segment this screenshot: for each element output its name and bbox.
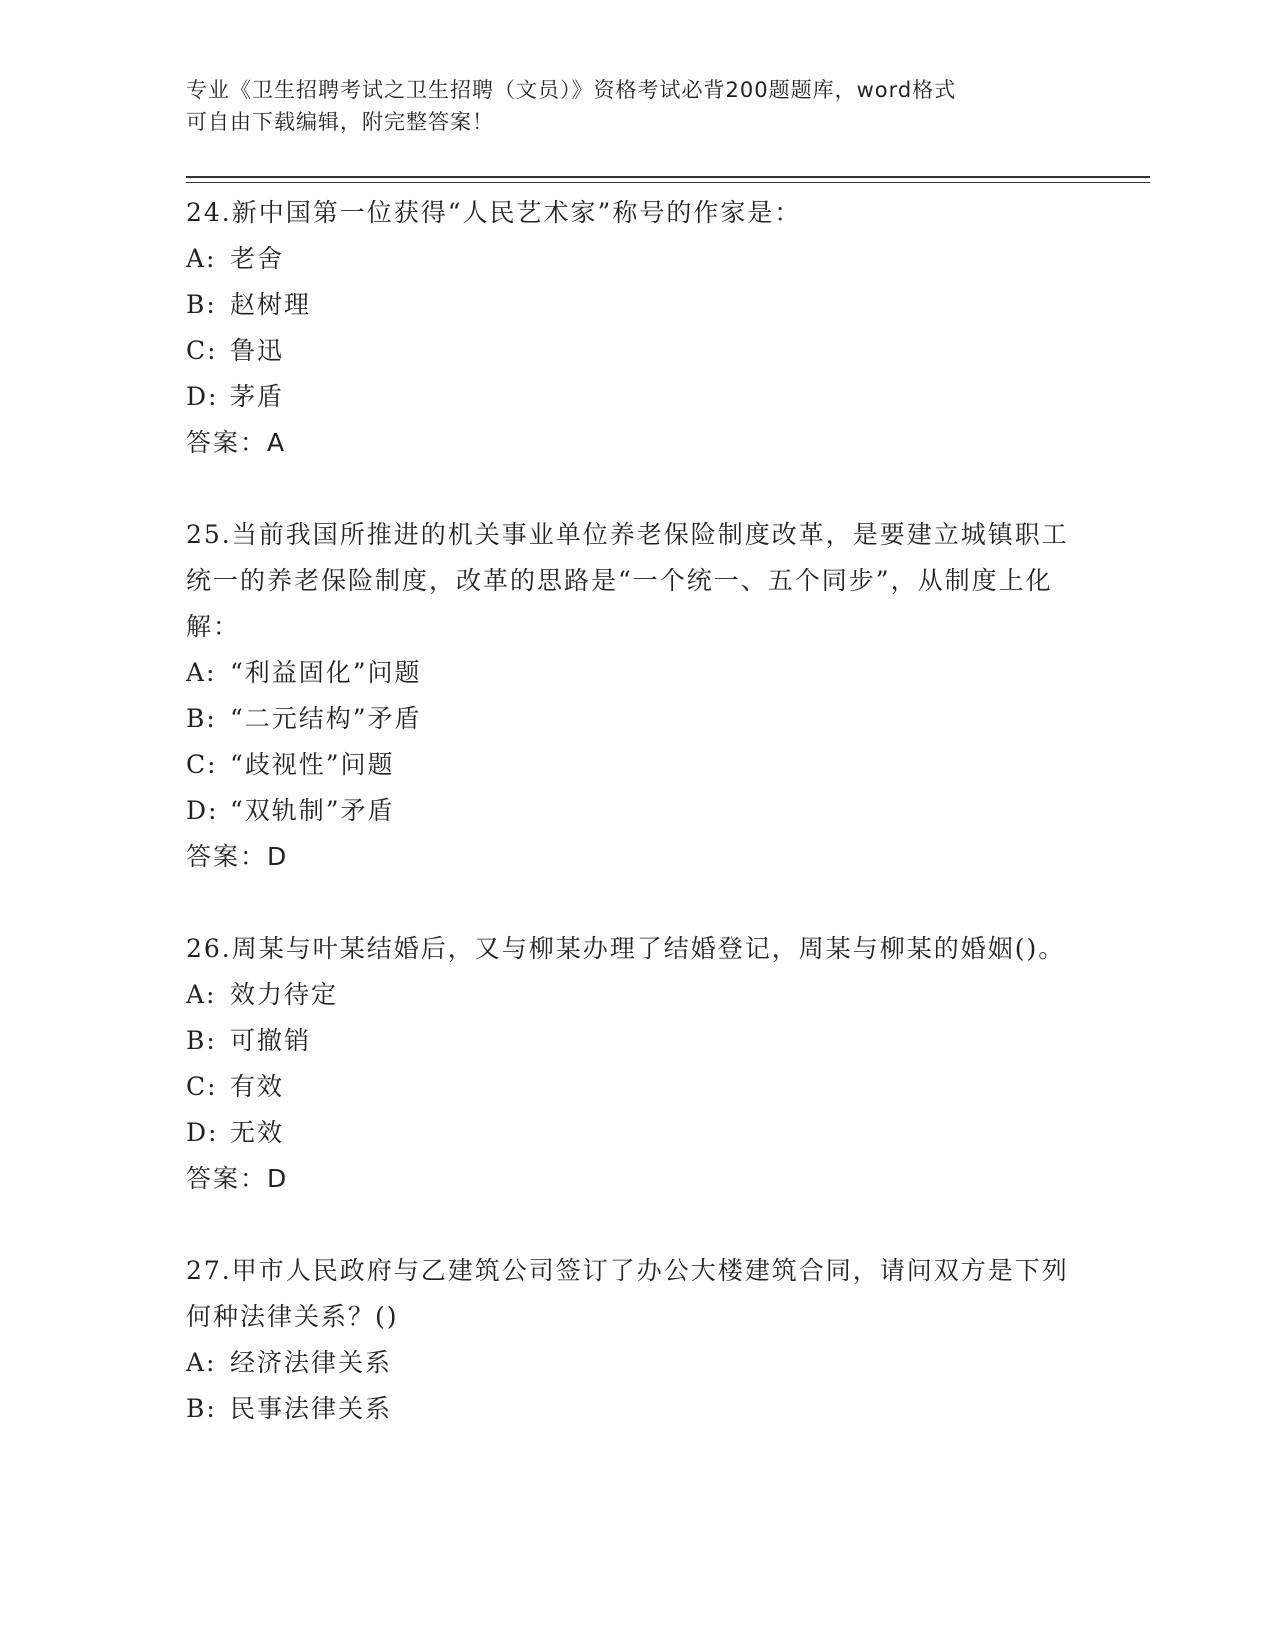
option-text: 老舍 [230, 244, 285, 273]
option-d [186, 374, 1086, 420]
option-b [186, 282, 1086, 328]
option-a [186, 1340, 1086, 1386]
option-text: 无效 [230, 1118, 285, 1147]
option-key: C: [186, 750, 218, 779]
option-key: D: [186, 1118, 219, 1147]
option-b [186, 696, 1086, 742]
option-key: A: [186, 980, 217, 1009]
option-key: B: [186, 290, 217, 319]
option-text: “歧视性”问题 [230, 750, 395, 779]
question-list [186, 190, 1086, 1478]
option-text: 赵树理 [230, 290, 312, 319]
question-stem: 24.新中国第一位获得“人民艺术家”称号的作家是： [186, 198, 802, 227]
option-text: 经济法律关系 [230, 1348, 393, 1377]
option-key: D: [186, 382, 219, 411]
option-key: C: [186, 1072, 218, 1101]
question-stem: 27.甲市人民政府与乙建筑公司签订了办公大楼建筑合同，请问双方是下列何种法律关系？() [186, 1256, 1069, 1331]
option-text: 效力待定 [230, 980, 339, 1009]
option-d [186, 1110, 1086, 1156]
question-stem: 25.当前我国所推进的机关事业单位养老保险制度改革，是要建立城镇职工统一的养老保险制度，改革的思路是“一个统一、五个同步”，从制度上化解： [186, 520, 1069, 641]
option-text: 可撤销 [230, 1026, 312, 1055]
option-text: “利益固化”问题 [230, 658, 422, 687]
option-key: A: [186, 244, 217, 273]
option-a [186, 236, 1086, 282]
header-line-1: 专业《卫生招聘考试之卫生招聘（文员）》资格考试必背200题题库，word格式 [186, 78, 957, 102]
option-c [186, 1064, 1086, 1110]
header-line-2: 可自由下载编辑，附完整答案！ [186, 110, 494, 134]
option-b [186, 1018, 1086, 1064]
option-text: 鲁迅 [230, 336, 285, 365]
option-d [186, 788, 1086, 834]
question-26 [186, 926, 1086, 1202]
option-a [186, 972, 1086, 1018]
option-text: “二元结构”矛盾 [230, 704, 422, 733]
document-header [186, 74, 1066, 138]
answer-line: 答案：D [186, 1164, 289, 1193]
option-key: B: [186, 1026, 217, 1055]
option-a [186, 650, 1086, 696]
option-key: A: [186, 658, 217, 687]
option-key: C: [186, 336, 218, 365]
option-key: B: [186, 704, 217, 733]
header-divider-thin [186, 182, 1150, 183]
answer-line: 答案：D [186, 842, 289, 871]
question-24 [186, 190, 1086, 466]
option-text: 茅盾 [230, 382, 285, 411]
option-key: A: [186, 1348, 217, 1377]
question-stem: 26.周某与叶某结婚后，又与柳某办理了结婚登记，周某与柳某的婚姻()。 [186, 934, 1066, 963]
question-25 [186, 512, 1086, 880]
header-divider-thick [186, 176, 1150, 178]
option-text: 有效 [230, 1072, 285, 1101]
option-key: D: [186, 796, 219, 825]
option-b [186, 1386, 1086, 1432]
question-27 [186, 1248, 1086, 1432]
option-text: “双轨制”矛盾 [230, 796, 395, 825]
option-c [186, 742, 1086, 788]
option-text: 民事法律关系 [230, 1394, 393, 1423]
option-key: B: [186, 1394, 217, 1423]
option-c [186, 328, 1086, 374]
answer-line: 答案：A [186, 428, 287, 457]
